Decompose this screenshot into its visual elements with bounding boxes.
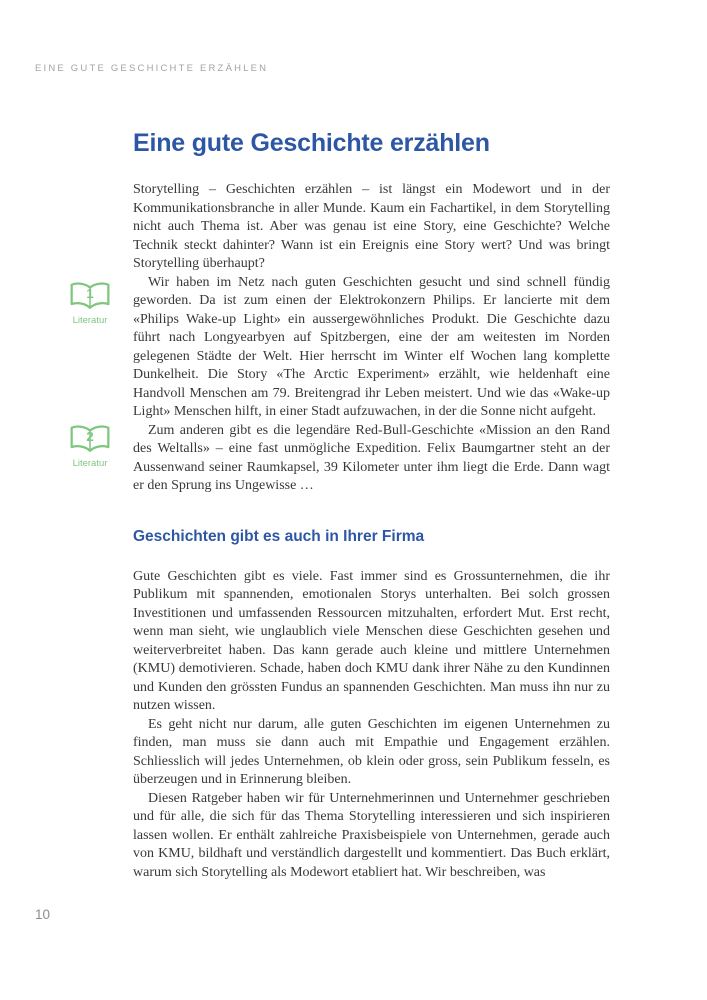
section-heading: Geschichten gibt es auch in Ihrer Firma: [133, 527, 425, 545]
open-book-icon: [67, 424, 113, 456]
margin-note-literatur-2: [64, 424, 116, 469]
margin-note-label: Literatur: [72, 315, 108, 326]
paragraph: Wir haben im Netz nach guten Geschichten gesucht und sind schnell fündig geworden. Da ist zum einen der Elektrokonzern Philips. Er lancierte mit dem «Philips Wake-up Light» ein aussergewöhnliches Produkt. Die Geschichte dazu führt nach Longyearbyen auf Spitzbergen, eine der am weitesten im Norden gelegenen Städte der Welt. Hier herrscht im Winter elf Wochen lang komplette Dunkelheit. Die Story «The Arctic Experiment» erzählt, wie heldenhaft eine Handvoll Menschen am 79. Breitengrad ihr Leben meistert. Und wie das «Wake-up Light» Menschen hilft, in einer Stadt aufzuwachen, in der die Sonne nicht aufgeht.: [133, 274, 610, 419]
paragraph: Zum anderen gibt es die legendäre Red-Bull-Geschichte «Mission an den Rand des Weltalls» – eine fast unmögliche Expedition. Felix Baumgartner steht an der Aussenwand seiner Raumkapsel, 39 Kilometer unter ihm liegt die Erde. Dann wagt er den Sprung ins Ungewisse …: [133, 422, 610, 493]
page-number: 10: [35, 907, 51, 922]
page-title: Eine gute Geschichte erzählen: [133, 129, 490, 157]
margin-note-label: Literatur: [72, 458, 108, 469]
paragraph: Gute Geschichten gibt es viele. Fast immer sind es Grossunternehmen, die ihr Publikum mit spannenden, emotionalen Storys unterhalten. Bei solch grossen Investitionen und umfassenden Ressourcen mitzuhalten, erfordert Mut. Erst recht, wenn man sieht, wie unglaublich viele Menschen diese Geschichten gesehen und weiterverbreitet haben. Das kann gerade auch kleine und mittlere Unternehmen (KMU) demotivieren. Schade, haben doch KMU dank ihrer Nähe zu den Kundinnen und Kunden den grössten Fundus an spannenden Geschichten. Man muss ihn nur zu nutzen wissen.: [133, 568, 610, 713]
page-content: [133, 128, 610, 882]
margin-note-number: 1: [86, 286, 94, 301]
paragraph: Diesen Ratgeber haben wir für Unternehmerinnen und Unternehmer geschrieben und für alle, die sich für das Thema Storytelling interessieren und sich inspirieren lassen wollen. Er enthält zahlreiche Praxisbeispiele von Unternehmen, gerade auch von KMU, bildhaft und verständlich dargestellt und kommentiert. Das Buch erklärt, warum sich Storytelling als Modewort etabliert hat. Wir beschreiben, was: [133, 790, 610, 880]
paragraph: Storytelling – Geschichten erzählen – ist längst ein Modewort und in der Kommunikationsbranche in aller Munde. Kaum ein Fachartikel, in dem Storytelling nicht auch Thema ist. Aber was genau ist eine Story, eine Geschichte? Welche Technik steckt dahinter? Wann ist ein Ereignis eine Story wert? Und was bringt Storytelling überhaupt?: [133, 182, 610, 271]
running-header: EINE GUTE GESCHICHTE ERZÄHLEN: [35, 63, 269, 74]
margin-note-literatur-1: [64, 281, 116, 326]
margin-note-number: 2: [86, 429, 94, 444]
open-book-icon: [67, 281, 113, 313]
paragraph: Es geht nicht nur darum, alle guten Geschichten im eigenen Unternehmen zu finden, man muss sie dann auch mit Empathie und Engagement erzählen. Schliesslich will jedes Unternehmen, ob klein oder gross, sein Publikum fesseln, es überzeugen und in Erinnerung bleiben.: [133, 716, 610, 787]
